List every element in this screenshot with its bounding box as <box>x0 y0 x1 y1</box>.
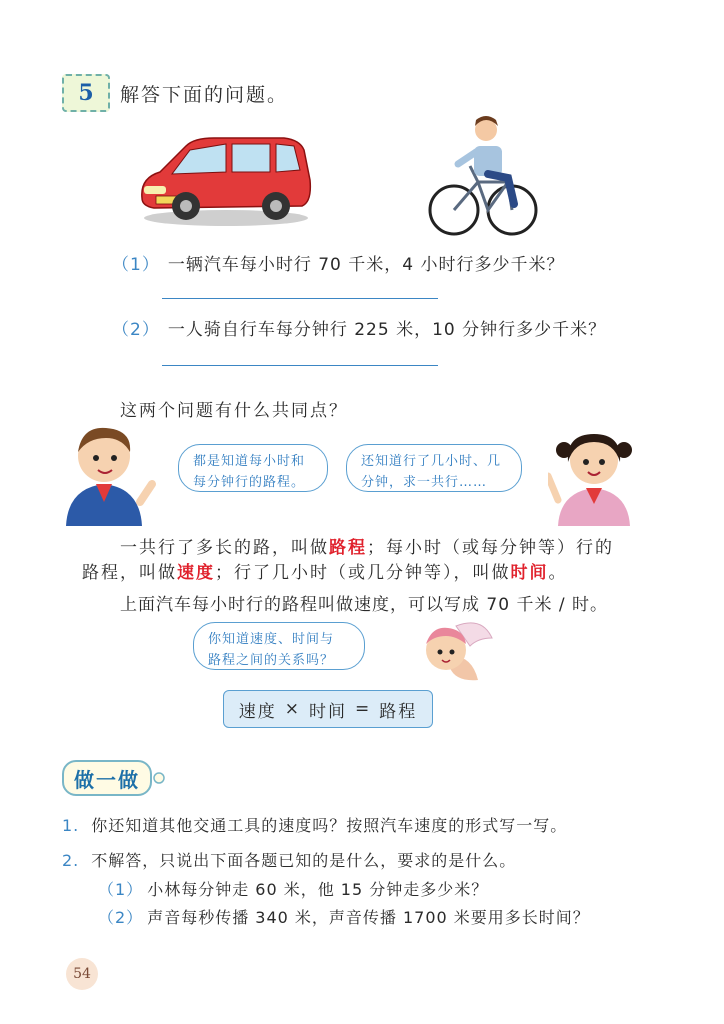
boy-illustration <box>58 422 158 526</box>
angel-speech-line-2: 路程之间的关系吗？ <box>208 653 335 668</box>
car-illustration <box>134 132 314 228</box>
question-2-text: 一人骑自行车每分钟行 225 米，10 分钟行多少千米？ <box>167 320 607 340</box>
practice-subitem-1-number: （1） <box>98 880 144 899</box>
question-2-number: （2） <box>112 320 160 340</box>
practice-heading <box>62 760 172 796</box>
definition-text: 路程，叫做 <box>82 563 177 583</box>
discussion-prompt: 这两个问题有什么共同点？ <box>120 401 348 421</box>
practice-item-1-text: 你还知道其他交通工具的速度吗？按照汽车速度的形式写一写。 <box>91 816 568 835</box>
formula-speed: 速度 <box>238 701 277 722</box>
girl-speech-line-2: 分钟，求一共行…… <box>361 475 488 490</box>
formula-distance: 路程 <box>379 701 418 722</box>
answer-line-1[interactable] <box>162 298 438 299</box>
problem-number-badge <box>62 74 110 112</box>
practice-heading-label: 做一做 <box>62 760 152 796</box>
question-1-number: （1） <box>112 255 160 275</box>
practice-item-2-text: 不解答，只说出下面各题已知的是什么，要求的是什么。 <box>91 851 517 870</box>
practice-subitem-2 <box>98 905 590 928</box>
question-1-text: 一辆汽车每小时行 70 千米，4 小时行多少千米？ <box>167 255 565 275</box>
boy-speech-line-1: 都是知道每小时和 <box>193 454 306 469</box>
definition-line-3: 上面汽车每小时行的路程叫做速度，可以写成 70 千米 / 时。 <box>120 595 608 615</box>
page-number: 54 <box>66 958 98 990</box>
problem-title: 解答下面的问题。 <box>120 84 289 106</box>
practice-item-1-number: 1. <box>62 816 80 835</box>
cloud-tail-icon <box>152 771 166 785</box>
formula-equals: = <box>355 699 372 719</box>
question-2 <box>112 315 606 340</box>
formula-time: 时间 <box>309 701 347 722</box>
angel-speech-line-1: 你知道速度、时间与 <box>208 632 335 647</box>
definition-text: 一共行了多长的路，叫做 <box>120 538 329 558</box>
boy-speech-bubble <box>178 444 328 492</box>
girl-illustration <box>548 428 640 526</box>
girl-speech-line-1: 还知道行了几小时、几 <box>361 454 502 469</box>
boy-speech-line-2: 每分钟行的路程。 <box>193 475 306 490</box>
practice-subitem-2-text: 声音每秒传播 340 米，声音传播 1700 米要用多长时间？ <box>147 908 590 927</box>
practice-subitem-1 <box>98 877 488 900</box>
term-speed: 速度 <box>177 563 215 583</box>
problem-number: 5 <box>78 80 94 106</box>
definition-text: 。 <box>548 563 568 583</box>
practice-item-1 <box>62 813 567 836</box>
practice-item-2-number: 2. <box>62 851 80 870</box>
girl-speech-bubble <box>346 444 522 492</box>
angel-speech-bubble <box>193 622 365 670</box>
definition-text: ；行了几小时（或几分钟等），叫做 <box>215 563 511 583</box>
practice-subitem-1-text: 小林每分钟走 60 米，他 15 分钟走多少米？ <box>147 880 489 899</box>
term-time: 时间 <box>510 563 549 583</box>
answer-line-2[interactable] <box>162 365 438 366</box>
term-distance: 路程 <box>329 538 367 558</box>
definition-line-2 <box>82 558 568 583</box>
definition-line-1 <box>120 533 614 558</box>
formula-box <box>223 690 433 728</box>
question-1 <box>112 250 565 275</box>
angel-illustration <box>412 616 496 688</box>
cyclist-illustration <box>428 112 538 240</box>
formula-times: × <box>284 699 301 719</box>
practice-subitem-2-number: （2） <box>98 908 144 927</box>
definition-text: ；每小时（或每分钟等）行的 <box>367 538 614 558</box>
practice-item-2 <box>62 848 516 871</box>
